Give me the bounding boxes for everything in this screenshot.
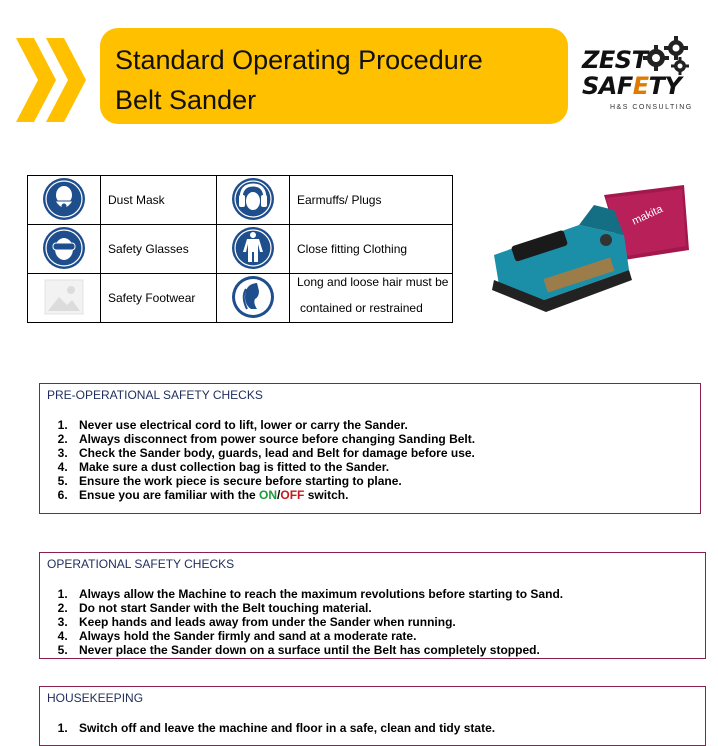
ppe-icon-cell <box>217 225 290 274</box>
chevron-arrows-icon <box>16 38 100 122</box>
list-item: 3. Check the Sander body, guards, lead and Belt for damage before use. <box>71 446 700 460</box>
list-item: 4. Make sure a dust collection bag is fitted to the Sander. <box>71 460 700 474</box>
section-heading: OPERATIONAL SAFETY CHECKS <box>47 557 235 571</box>
list-item: 1. Always allow the Machine to reach the maximum revolutions before starting to Sand. <box>71 587 705 601</box>
section-heading: HOUSEKEEPING <box>47 691 144 705</box>
pre-operational-list <box>40 418 700 502</box>
housekeeping-list <box>40 721 705 735</box>
list-item: 5. Never place the Sander down on a surface until the Belt has completely stopped. <box>71 643 705 657</box>
ppe-icon-cell <box>217 274 290 323</box>
logo-word-safety: SAFETY <box>582 72 682 100</box>
operational-section <box>39 552 706 659</box>
list-item: 5. Ensure the work piece is secure before starting to plane. <box>71 474 700 488</box>
gears-icon <box>642 36 694 76</box>
logo-word-zest: ZEST <box>582 46 648 74</box>
ppe-label-dust-mask: Dust Mask <box>101 176 217 225</box>
ppe-label-footwear: Safety Footwear <box>101 274 217 323</box>
off-text: OFF <box>280 488 305 502</box>
title-banner <box>100 28 568 124</box>
coverall-clothing-icon <box>231 226 275 270</box>
ppe-icon-cell <box>28 225 101 274</box>
page-subtitle: Belt Sander <box>115 85 257 115</box>
ppe-table <box>27 175 453 323</box>
company-logo <box>580 36 700 116</box>
ppe-row <box>28 176 453 225</box>
ppe-label-hair: Long and loose hair must be contained or restrained <box>290 274 453 323</box>
operational-list <box>40 587 705 657</box>
ppe-label-clothing: Close fitting Clothing <box>290 225 453 274</box>
ppe-label-safety-glasses: Safety Glasses <box>101 225 217 274</box>
logo-tagline: H&S CONSULTING <box>610 104 693 111</box>
section-heading: PRE-OPERATIONAL SAFETY CHECKS <box>47 388 263 402</box>
svg-text:makita: makita <box>630 203 665 228</box>
list-item: 2. Always disconnect from power source before changing Sanding Belt. <box>71 432 700 446</box>
hair-restraint-icon <box>231 275 275 319</box>
list-item: 1. Switch off and leave the machine and floor in a safe, clean and tidy state. <box>71 721 705 735</box>
ppe-icon-cell <box>217 176 290 225</box>
ppe-row <box>28 225 453 274</box>
ppe-row <box>28 274 453 323</box>
list-item: 3. Keep hands and leads away from under the Sander when running. <box>71 615 705 629</box>
list-item: 2. Do not start Sander with the Belt touching material. <box>71 601 705 615</box>
on-text: ON <box>259 488 278 502</box>
pre-operational-section <box>39 383 701 514</box>
list-item: 4. Always hold the Sander firmly and sand at a moderate rate. <box>71 629 705 643</box>
ppe-label-earmuffs: Earmuffs/ Plugs <box>290 176 453 225</box>
ppe-icon-cell <box>28 176 101 225</box>
belt-sander-image <box>484 180 694 320</box>
ppe-icon-cell <box>28 274 101 323</box>
list-item: 6. Ensue you are familiar with the ON/OFF switch. <box>71 488 700 502</box>
image-placeholder-icon <box>44 277 84 317</box>
earmuffs-icon <box>231 177 275 221</box>
page-title: Standard Operating Procedure <box>115 45 483 75</box>
list-item: 1. Never use electrical cord to lift, lower or carry the Sander. <box>71 418 700 432</box>
housekeeping-section <box>39 686 706 746</box>
dust-mask-icon <box>42 177 86 221</box>
safety-glasses-icon <box>42 226 86 270</box>
